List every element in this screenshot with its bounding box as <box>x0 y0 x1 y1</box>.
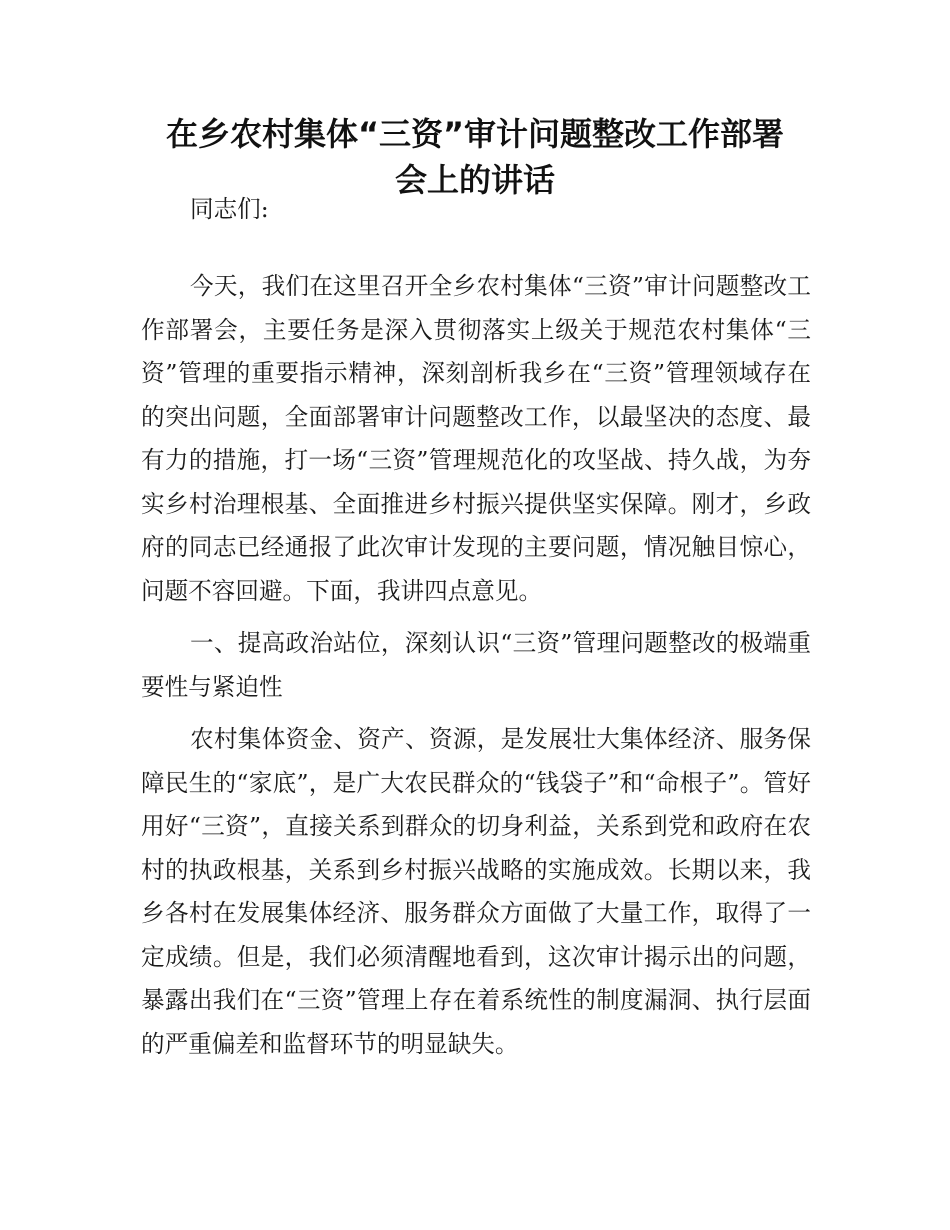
document-title-line-2: 会上的讲话 <box>394 161 555 199</box>
intro-paragraph: 今天，我们在这里召开全乡农村集体“三资”审计问题整改工作部署会，主要任务是深入贯彻落实上级关于规范农村集体“三资”管理的重要指示精神，深刻剖析我乡在“三资”管理领域存在的突出问题，全面部署审计问题整改工作，以最坚决的态度、最有力的措施，打一场“三资”管理规范化的攻坚战、持久战，为夯实乡村治理根基、全面推进乡村振兴提供坚实保障。刚才，乡政府的同志已经通报了此次审计发现的主要问题，情况触目惊心，问题不容回避。下面，我讲四点意见。 <box>141 272 811 605</box>
document-title-line-1: 在乡农村集体“三资”审计问题整改工作部署 <box>165 115 785 153</box>
section-1-paragraph: 农村集体资金、资产、资源，是发展壮大集体经济、服务保障民生的“家底”，是广大农民群众的“钱袋子”和“命根子”。管好用好“三资”，直接关系到群众的切身利益，关系到党和政府在农村的执政根基，关系到乡村振兴战略的实施成效。长期以来，我乡各村在发展集体经济、服务群众方面做了大量工作，取得了一定成绩。但是，我们必须清醒地看到，这次审计揭示出的问题，暴露出我们在“三资”管理上存在着系统性的制度漏洞、执行层面的严重偏差和监督环节的明显缺失。 <box>141 725 811 1058</box>
section-heading-1: 一、提高政治站位，深刻认识“三资”管理问题整改的极端重要性与紧迫性 <box>141 629 811 701</box>
salutation: 同志们: <box>190 195 269 223</box>
